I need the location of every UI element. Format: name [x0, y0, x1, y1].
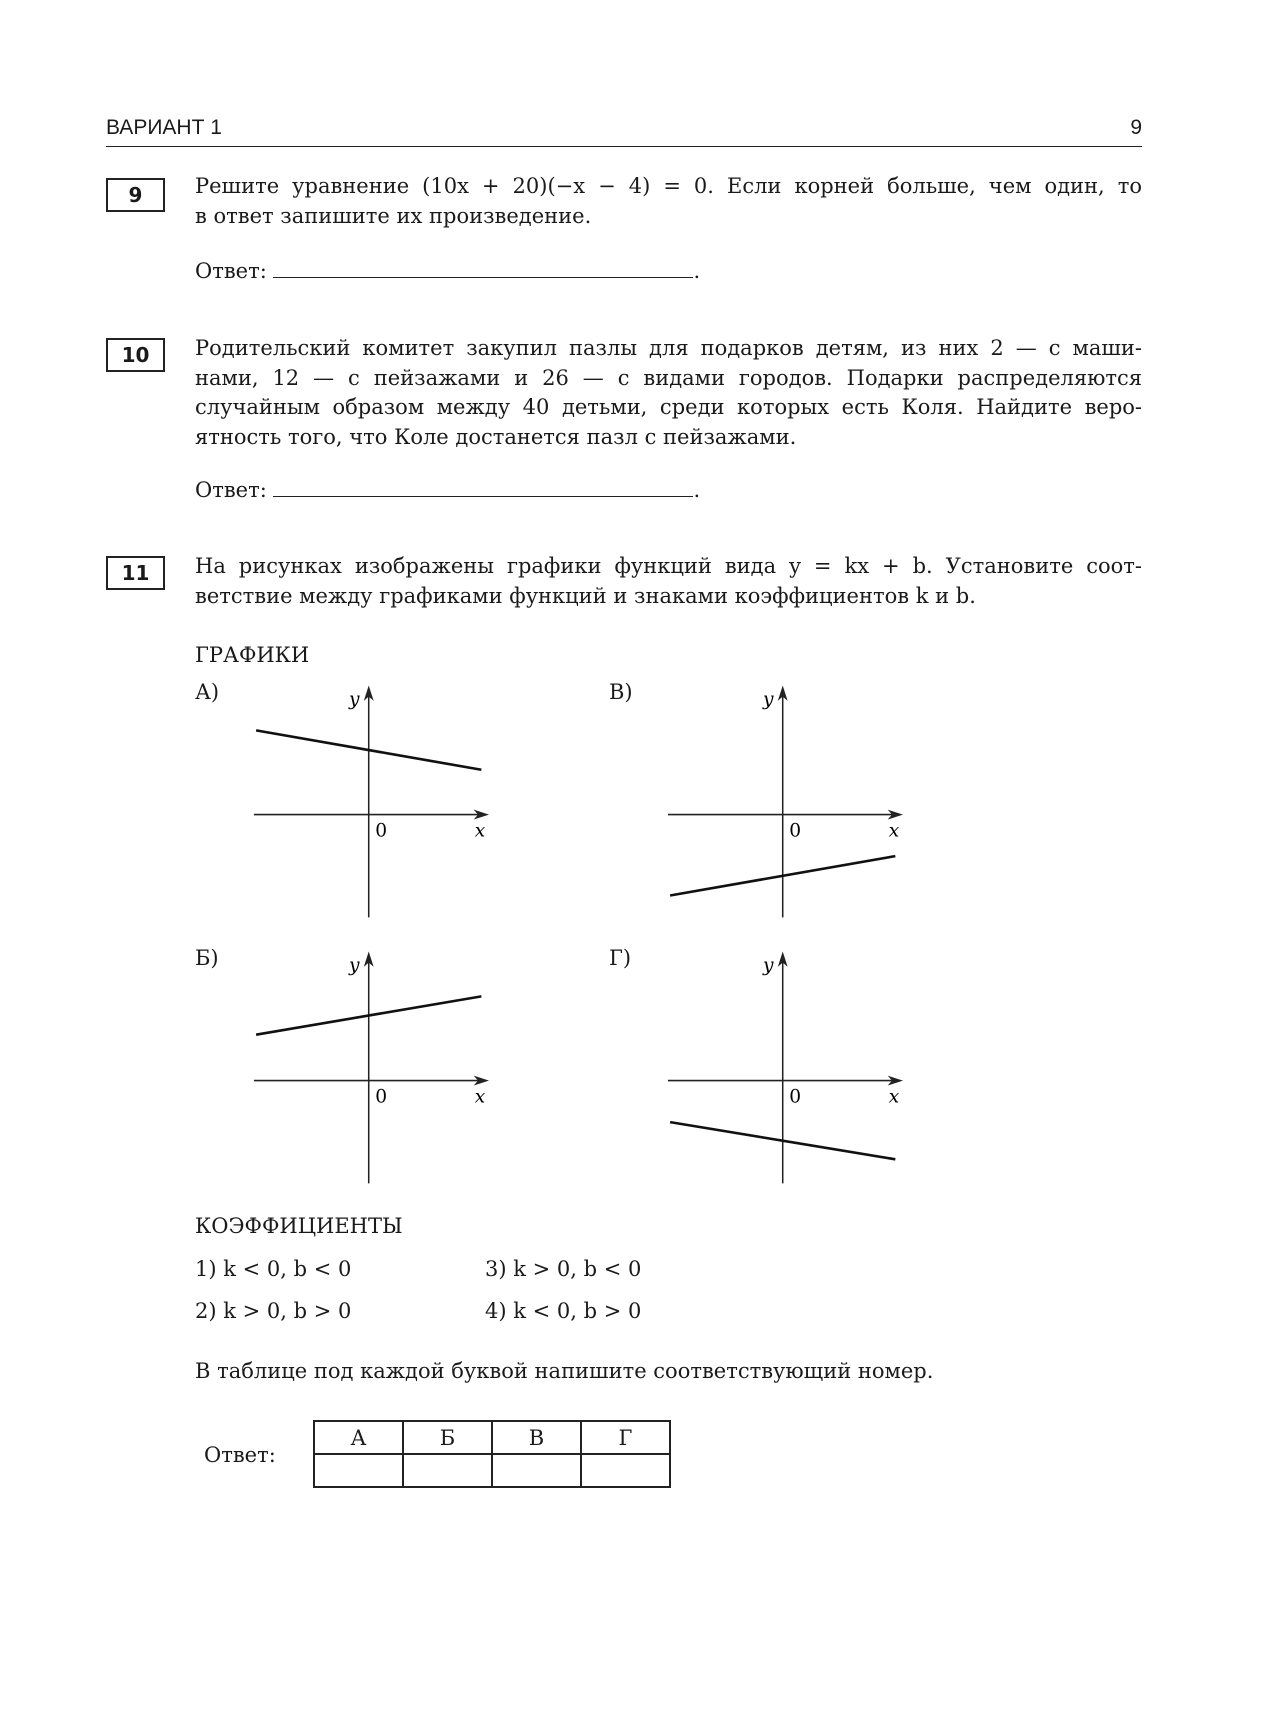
origin-label: 0 — [789, 820, 802, 842]
origin-label: 0 — [375, 1086, 388, 1108]
graph-a — [246, 679, 498, 925]
y-axis-label: y — [763, 955, 774, 977]
header-divider — [106, 146, 1142, 147]
answer-9 — [195, 257, 700, 283]
answer-9-field[interactable] — [273, 257, 693, 278]
option-4: 4) k < 0, b > 0 — [485, 1299, 642, 1323]
graph-label-a: А) — [195, 680, 220, 704]
question-10-text — [195, 334, 1142, 452]
table-header-a: А — [314, 1421, 403, 1454]
x-axis-label: x — [888, 820, 900, 842]
table-header-b: Б — [403, 1421, 492, 1454]
answer-table — [313, 1420, 671, 1488]
answer-period: . — [693, 259, 701, 283]
graph-label-v: В) — [609, 680, 633, 704]
variant-title: ВАРИАНТ 1 — [106, 116, 222, 139]
text-line: ятность того, что Коле достанется пазл с пейзажами. — [195, 424, 797, 449]
y-axis-label: y — [349, 689, 360, 711]
text-line: случайным образом между 40 детьми, среди которых есть Коля. Найдите веро- — [195, 395, 1142, 419]
text-line: На рисунках изображены графики функций вида y = kx + b. Установите соот- — [195, 554, 1142, 578]
answer-10 — [195, 476, 700, 502]
text-line: в ответ запишите их произведение. — [195, 203, 592, 228]
coefficients-heading: КОЭФФИЦИЕНТЫ — [195, 1214, 403, 1238]
answer-cell-v[interactable] — [492, 1454, 581, 1487]
origin-label: 0 — [789, 1086, 802, 1108]
answer-cell-a[interactable] — [314, 1454, 403, 1487]
option-3: 3) k > 0, b < 0 — [485, 1257, 642, 1281]
question-number-11: 11 — [106, 556, 165, 590]
answer-11-label: Ответ: — [204, 1443, 276, 1467]
answer-cell-b[interactable] — [403, 1454, 492, 1487]
graph-label-g: Г) — [609, 946, 632, 970]
answer-label: Ответ: — [195, 259, 267, 283]
x-axis-label: x — [888, 1086, 900, 1108]
graphs-heading: ГРАФИКИ — [195, 643, 310, 667]
text-line: ветствие между графиками функций и знаками коэффициентов k и b. — [195, 583, 976, 608]
table-header-v: В — [492, 1421, 581, 1454]
graph-label-b: Б) — [195, 946, 219, 970]
graph-g — [660, 945, 912, 1191]
instruction: В таблице под каждой буквой напишите соответствующий номер. — [195, 1359, 934, 1383]
answer-label: Ответ: — [195, 478, 267, 502]
x-axis-label: x — [474, 1086, 486, 1108]
answer-10-field[interactable] — [273, 476, 693, 497]
y-axis-label: y — [349, 955, 360, 977]
question-number-10: 10 — [106, 338, 165, 372]
graph-b — [246, 945, 498, 1191]
answer-period: . — [693, 478, 701, 502]
question-number-9: 9 — [106, 178, 165, 212]
question-11-text — [195, 552, 1142, 611]
graph-v — [660, 679, 912, 925]
y-axis-label: y — [763, 689, 774, 711]
x-axis-label: x — [474, 820, 486, 842]
table-header-g: Г — [581, 1421, 670, 1454]
page-number: 9 — [1130, 116, 1142, 139]
option-1: 1) k < 0, b < 0 — [195, 1257, 352, 1281]
option-2: 2) k > 0, b > 0 — [195, 1299, 352, 1323]
text-line: Решите уравнение (10x + 20)(−x − 4) = 0. Если корней больше, чем один, то — [195, 174, 1142, 198]
origin-label: 0 — [375, 820, 388, 842]
text-line: нами, 12 — с пейзажами и 26 — с видами городов. Подарки распределяются — [195, 365, 1142, 390]
question-9-text — [195, 172, 1142, 231]
text-line: Родительский комитет закупил пазлы для подарков детям, из них 2 — с маши- — [195, 336, 1142, 360]
answer-cell-g[interactable] — [581, 1454, 670, 1487]
